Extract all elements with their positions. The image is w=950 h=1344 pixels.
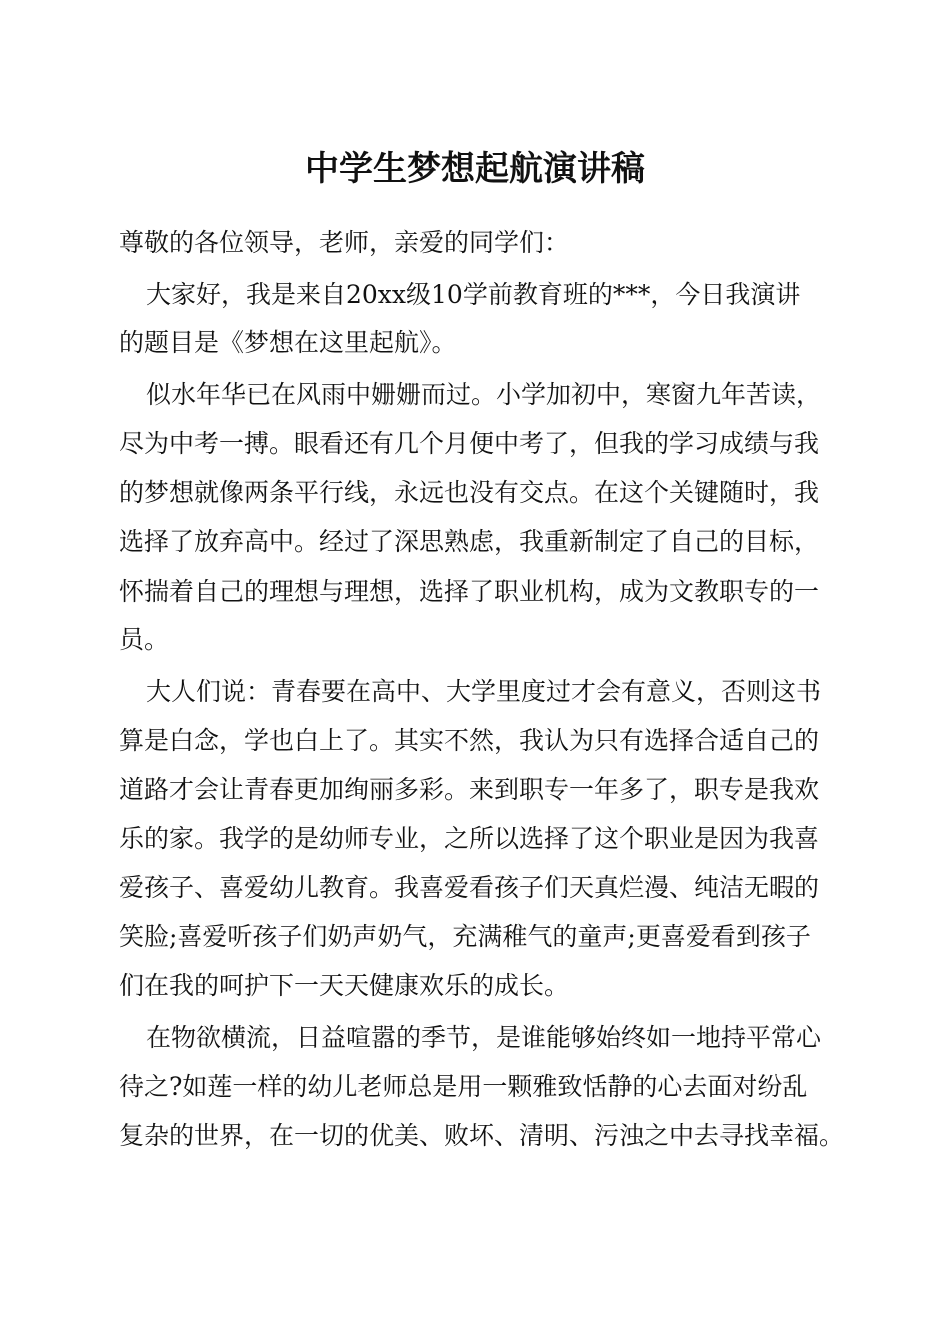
paragraph-3-line-3: 道路才会让青春更加绚丽多彩。来到职专一年多了，职专是我欢 [119,775,820,804]
document-title: 中学生梦想起航演讲稿 [305,149,645,189]
paragraph-3-line-7: 们在我的呵护下一天天健康欢乐的成长。 [119,971,570,1000]
paragraph-2-line-5: 怀揣着自己的理想与理想，选择了职业机构，成为文教职专的一 [119,577,820,606]
paragraph-2-line-1: 似水年华已在风雨中姗姗而过。小学加初中，寒窗九年苦读， [146,380,822,409]
paragraph-1-line-2: 的题目是《梦想在这里起航》。 [119,328,457,357]
paragraph-2-line-4: 选择了放弃高中。经过了深思熟虑，我重新制定了自己的目标， [119,527,820,556]
paragraph-2-line-2: 尽为中考一搏。眼看还有几个月便中考了，但我的学习成绩与我 [119,429,820,458]
paragraph-3-line-6: 笑脸;喜爱听孩子们奶声奶气，充满稚气的童声;更喜爱看到孩子 [119,922,811,951]
salutation-line: 尊敬的各位领导，老师，亲爱的同学们： [119,228,570,257]
paragraph-2-line-3: 的梦想就像两条平行线，永远也没有交点。在这个关键随时，我 [119,478,820,507]
paragraph-4-line-2: 待之?如莲一样的幼儿老师总是用一颗雅致恬静的心去面对纷乱 [119,1072,808,1101]
paragraph-2-line-6: 员。 [119,625,170,654]
paragraph-1-line-1: 大家好，我是来自20xx级10学前教育班的***，今日我演讲 [146,280,801,309]
paragraph-3-line-5: 爱孩子、喜爱幼儿教育。我喜爱看孩子们天真烂漫、纯洁无暇的 [119,873,820,902]
paragraph-3-line-2: 算是白念，学也白上了。其实不然，我认为只有选择合适自己的 [119,726,820,755]
paragraph-3-line-4: 乐的家。我学的是幼师专业，之所以选择了这个职业是因为我喜 [119,824,820,853]
paragraph-4-line-3: 复杂的世界，在一切的优美、败坏、清明、污浊之中去寻找幸福。 [119,1121,845,1150]
paragraph-3-line-1: 大人们说：青春要在高中、大学里度过才会有意义，否则这书 [146,677,822,706]
paragraph-4-line-1: 在物欲横流，日益喧嚣的季节，是谁能够始终如一地持平常心 [146,1023,822,1052]
